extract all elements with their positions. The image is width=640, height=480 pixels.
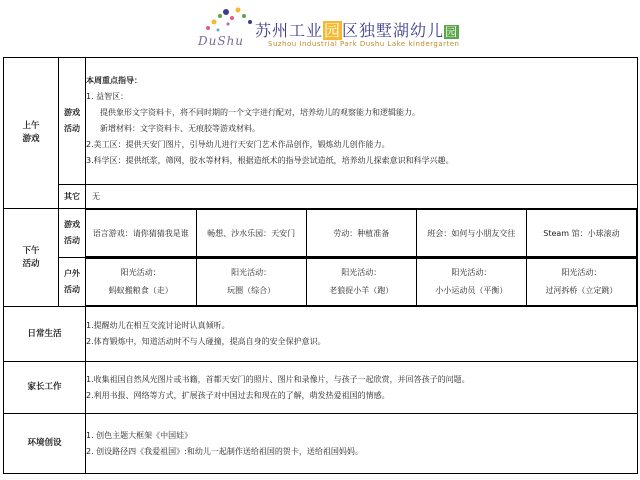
morning-other-label: 其它 [59, 185, 86, 209]
daily-life-label: 日常生活 [4, 307, 86, 362]
environment-label: 环境创设 [4, 414, 86, 474]
daily-line-2: 2.体育锻炼中，知道活动时不与人碰撞，提高自身的安全保护意识。 [86, 337, 326, 346]
afternoon-label: 下午 活动 [4, 209, 59, 307]
parent-work-label: 家长工作 [4, 362, 86, 414]
afternoon-game-4: 班会：如何与小朋友交往 [416, 210, 526, 257]
morning-games-sublabel: 游戏 活动 [59, 58, 86, 185]
morning-other-row [4, 185, 638, 209]
outdoor-activity-2: 阳光活动： 玩圈（综合） [196, 259, 306, 306]
environment-content [86, 414, 638, 474]
morning-label: 上午 游戏 [4, 58, 59, 209]
guidance-heading: 本周重点指导： [86, 76, 142, 85]
afternoon-outdoor-sublabel: 户外 活动 [59, 258, 86, 307]
morning-games-row [4, 58, 638, 185]
guidance-item-1-title: 1. 益智区： [86, 92, 129, 101]
environment-line-2: 2. 创设路径四《我爱祖国》:和幼儿一起制作送给祖国的贺卡，送给祖国妈妈。 [86, 446, 363, 456]
afternoon-game-2: 畅想、沙水乐园：天安门 [196, 210, 306, 257]
daily-line-1: 1.提醒幼儿在相互交流讨论时认真倾听。 [86, 321, 230, 330]
school-name-cn: 苏州工业园区独墅湖幼儿园 [255, 21, 459, 40]
daily-life-row [4, 307, 638, 362]
afternoon-outdoor-grid [86, 258, 637, 306]
outdoor-activity-5: 阳光活动： 过河拆桥（立定跳） [526, 259, 636, 306]
morning-games-content [86, 58, 638, 185]
afternoon-outdoor-row [4, 258, 638, 307]
outdoor-activity-4: 阳光活动： 小小运动员（平衡） [416, 259, 526, 306]
environment-line-1: 1. 创色主题大框架《中国娃》 [86, 430, 193, 440]
afternoon-game-5: Steam 馆：小球滚动 [526, 210, 636, 257]
guidance-item-3: 3.科学区：提供纸浆，筛网，胶水等材料，根据造纸术的指导尝试造纸，培养幼儿探索意识和科学兴趣。 [86, 156, 454, 165]
afternoon-games-row [4, 209, 638, 258]
afternoon-game-1: 语言游戏：请你猜猜我是谁 [86, 210, 196, 257]
environment-row [4, 414, 638, 474]
afternoon-games-grid [86, 209, 637, 257]
guidance-item-1-new: 新增材料：文字资料卡、无痕胶等游戏材料。 [100, 124, 260, 133]
logo-dots-icon [198, 6, 258, 36]
parent-work-content [86, 362, 638, 414]
page-header [0, 0, 640, 56]
guidance-item-1-text: 提供象形文字资料卡，将不同时期的一个文字进行配对，培养幼儿的观察能力和逻辑能力。 [100, 108, 420, 117]
logo-wordmark: DuShu [198, 34, 245, 48]
afternoon-games-sublabel: 游戏 活动 [59, 209, 86, 258]
guidance-item-2: 2.美工区：提供天安门图片，引导幼儿进行天安门艺术作品创作，锻炼幼儿创作能力。 [86, 140, 390, 149]
outdoor-activity-1: 阳光活动： 蚂蚁搬粮食（走） [86, 259, 196, 306]
parent-work-row [4, 362, 638, 414]
afternoon-game-3: 劳动：种植准备 [306, 210, 416, 257]
school-name-en: Suzhou Industrial Park Dushu Lake kindergarten [268, 40, 460, 48]
morning-other-value: 无 [86, 185, 638, 209]
weekly-plan-table [3, 57, 638, 474]
outdoor-activity-3: 阳光活动： 老狼捉小羊（跑） [306, 259, 416, 306]
parent-line-2: 2.利用书报、网络等方式，扩展孩子对中国过去和现在的了解，萌发热爱祖国的情感。 [86, 390, 390, 400]
parent-line-1: 1.收集祖国自然风光图片或书籍，首都天安门的照片、图片和录像片，与孩子一起欣赏，并回答孩子的问题。 [86, 374, 470, 384]
daily-life-content [86, 307, 638, 362]
